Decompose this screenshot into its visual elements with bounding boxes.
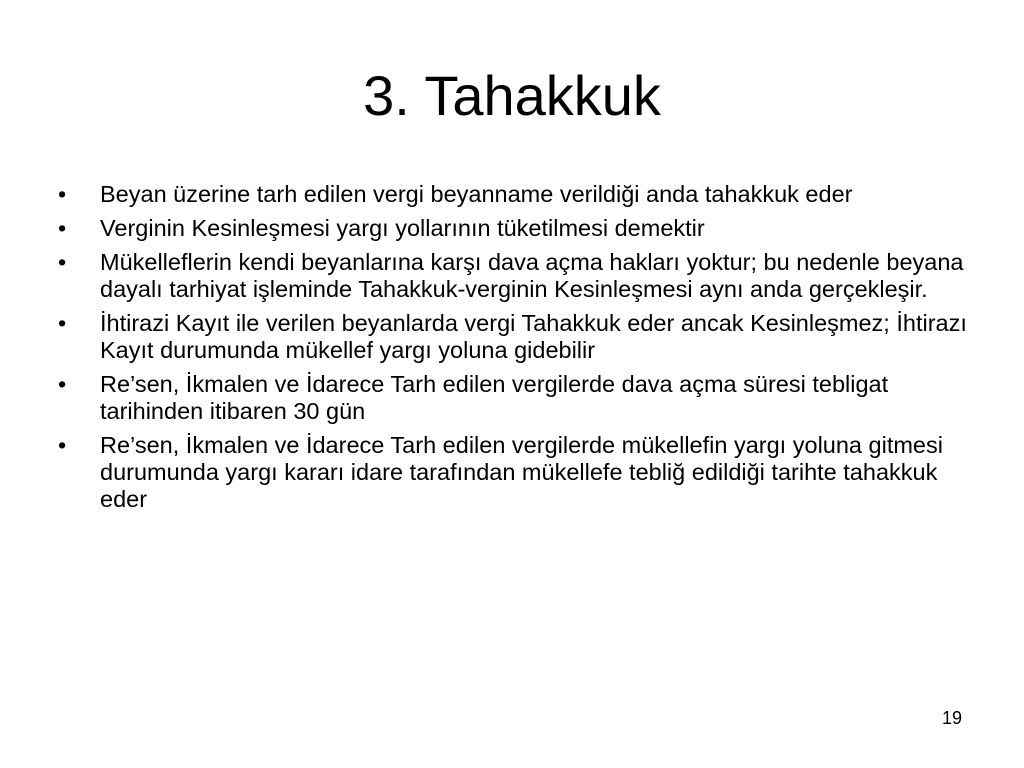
- bullet-item: [58, 371, 978, 425]
- bullet-text: Verginin Kesinleşmesi yargı yollarının tüketilmesi demektir: [100, 215, 705, 241]
- bullet-text: Re’sen, İkmalen ve İdarece Tarh edilen vergilerde dava açma süresi tebligat tarihinden itibaren 30 gün: [100, 371, 889, 424]
- bullet-item: [58, 432, 978, 513]
- bullet-text: Re’sen, İkmalen ve İdarece Tarh edilen vergilerde mükellefin yargı yoluna gitmesi durumunda yargı kararı idare tarafından mükellefe tebliğ edildiği tarihte tahakkuk eder: [100, 432, 943, 512]
- bullet-icon: •: [58, 371, 67, 397]
- bullet-icon: •: [58, 215, 67, 241]
- bullet-item: [58, 215, 978, 242]
- bullet-item: [58, 310, 978, 364]
- bullet-text: Mükelleflerin kendi beyanlarına karşı dava açma hakları yoktur; bu nedenle beyana dayalı tarhiyat işleminde Tahakkuk-verginin Kesinleşmesi aynı anda gerçekleşir.: [100, 249, 964, 302]
- bullet-list: [58, 181, 978, 520]
- bullet-text: İhtirazi Kayıt ile verilen beyanlarda vergi Tahakkuk eder ancak Kesinleşmez; İhtirazı Kayıt durumunda mükellef yargı yoluna gidebilir: [100, 310, 967, 363]
- bullet-text: Beyan üzerine tarh edilen vergi beyanname verildiği anda tahakkuk eder: [100, 181, 853, 207]
- bullet-icon: •: [58, 249, 67, 275]
- bullet-item: [58, 181, 978, 208]
- slide-title: 3. Tahakkuk: [363, 64, 661, 127]
- page-number: 19: [941, 708, 962, 728]
- bullet-icon: •: [58, 432, 67, 458]
- bullet-icon: •: [58, 310, 67, 336]
- bullet-icon: •: [58, 181, 67, 207]
- bullet-item: [58, 249, 978, 303]
